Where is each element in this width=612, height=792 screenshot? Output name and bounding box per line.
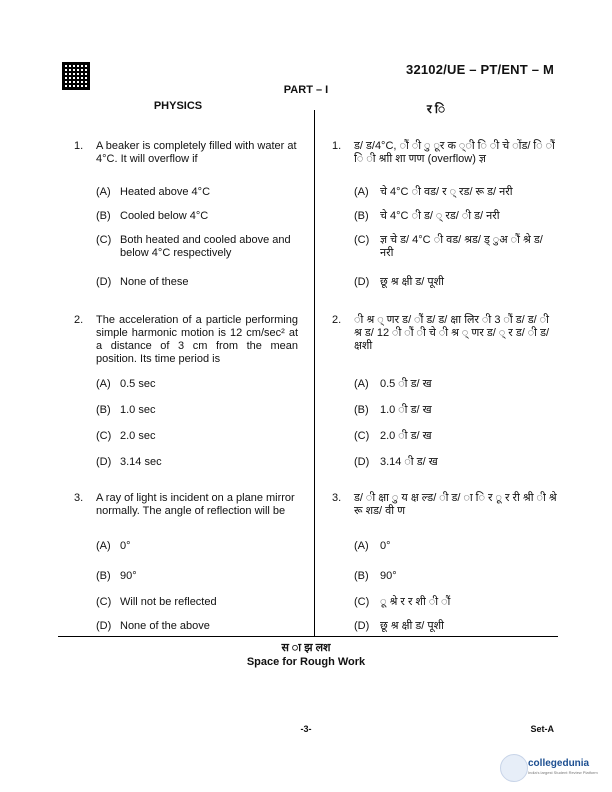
brand-tagline: India's largest Student Review Platform (528, 770, 598, 775)
option-text: None of these (120, 276, 189, 288)
option-label: (B) (96, 404, 111, 416)
brand-watermark (500, 752, 608, 788)
option-label: (B) (354, 404, 369, 416)
question-number: 2. (74, 314, 84, 326)
option-text-hi: चे 4°C ी वड/ र ् रड/ रू ड/ नरी (380, 186, 513, 198)
brand-name: collegedunia (528, 758, 590, 769)
page-number: -3- (300, 724, 312, 734)
option-text: None of the above (120, 620, 210, 632)
option-label: (D) (96, 620, 112, 632)
option-text-hi: ज्ञ चे ड/ 4°C ी वड/ श्रड/ ड् ुअ ौं श्रे ड/ नरी (380, 234, 543, 259)
option-label: (C) (354, 596, 370, 608)
column-divider (314, 110, 315, 636)
question-text: The acceleration of a particle performing simple harmonic motion is 12 cm/sec² at a distance of 3 cm from the mean position. Its time period is (96, 314, 298, 365)
option-text: 2.0 sec (120, 430, 156, 442)
option-text-hi: 0.5 ी ड/ ख (380, 378, 432, 390)
option-text: Will not be reflected (120, 596, 217, 608)
option-label: (D) (354, 276, 370, 288)
option-label: (B) (96, 570, 111, 582)
subject-heading-en: PHYSICS (153, 100, 203, 112)
option-text-hi: 3.14 ी ड/ ख (380, 456, 438, 468)
option-label: (C) (96, 430, 112, 442)
option-text-hi: चे 4°C ी ड/ ् रड/ ी ड/ नरी (380, 210, 500, 222)
option-text: 0° (120, 540, 131, 552)
option-text: 1.0 sec (120, 404, 156, 416)
part-heading: PART – I (283, 84, 329, 96)
option-text: 90° (120, 570, 137, 582)
option-text: Heated above 4°C (120, 186, 211, 198)
question-number: 2. (332, 314, 342, 326)
set-label: Set-A (530, 724, 554, 734)
question-text-hi: ी श्र ् णर ड/ ौं ड/ ड/ क्षा लिर ी 3 ौं ड/ ड/ ी श्र ड/ 12 ी ौं ी चे ी श्र ् णर ड/ ् र ड/ ी ड/ क्षशी (354, 314, 550, 352)
option-label: (A) (96, 540, 111, 552)
rough-work-heading-hi: स ा झ लश (281, 642, 331, 654)
question-text-hi: ड/ ी क्षा ु य क्ष ल्ड/ ी ड/ ा ि र ू र री श्री ी श्रे रू शड/ वी ण (354, 492, 557, 517)
question-number: 3. (332, 492, 342, 504)
option-label: (C) (354, 234, 370, 246)
option-label: (C) (354, 430, 370, 442)
option-label: (D) (96, 456, 112, 468)
option-label: (A) (354, 378, 369, 390)
option-text: Cooled below 4°C (120, 210, 209, 222)
option-label: (D) (96, 276, 112, 288)
option-label: (C) (96, 234, 112, 246)
question-text: A beaker is completely filled with water at 4°C. It will overflow if (96, 140, 297, 165)
option-label: (A) (354, 540, 369, 552)
question-number: 1. (332, 140, 342, 152)
option-label: (A) (354, 186, 369, 198)
option-label: (A) (96, 186, 111, 198)
question-text-hi: ड/ ड/4°C, ौं ी ु ूर क ्ी ि ी चे ोंड/ ि ौं ि ी श्राी शा णण (overflow) ज्ञ (354, 140, 555, 165)
option-text: 3.14 sec (120, 456, 162, 468)
subject-heading-hi: र ि (426, 102, 446, 116)
paper-code: 32102/UE – PT/ENT – M (406, 62, 554, 77)
question-number: 3. (74, 492, 84, 504)
option-text-hi: 0° (380, 540, 391, 552)
option-label: (D) (354, 456, 370, 468)
option-label: (B) (354, 570, 369, 582)
option-text-hi: 1.0 ी ड/ ख (380, 404, 432, 416)
option-text-hi: छू श्र क्षी ड/ पूशी (380, 276, 444, 288)
option-label: (C) (96, 596, 112, 608)
option-label: (B) (96, 210, 111, 222)
brand-logo-icon (500, 754, 528, 782)
option-text-hi: छू श्र क्षी ड/ पूशी (380, 620, 444, 632)
option-label: (D) (354, 620, 370, 632)
option-label: (A) (96, 378, 111, 390)
question-number: 1. (74, 140, 84, 152)
option-label: (B) (354, 210, 369, 222)
option-text-hi: ू श्रे र र शी ी ौं (380, 596, 451, 608)
question-text: A ray of light is incident on a plane mirror normally. The angle of reflection will be (96, 492, 295, 517)
option-text-hi: 90° (380, 570, 397, 582)
option-text-hi: 2.0 ी ड/ ख (380, 430, 432, 442)
section-divider (58, 636, 558, 637)
option-text: Both heated and cooled above and below 4°C respectively (120, 234, 291, 259)
option-text: 0.5 sec (120, 378, 156, 390)
rough-work-heading: Space for Rough Work (246, 656, 366, 668)
